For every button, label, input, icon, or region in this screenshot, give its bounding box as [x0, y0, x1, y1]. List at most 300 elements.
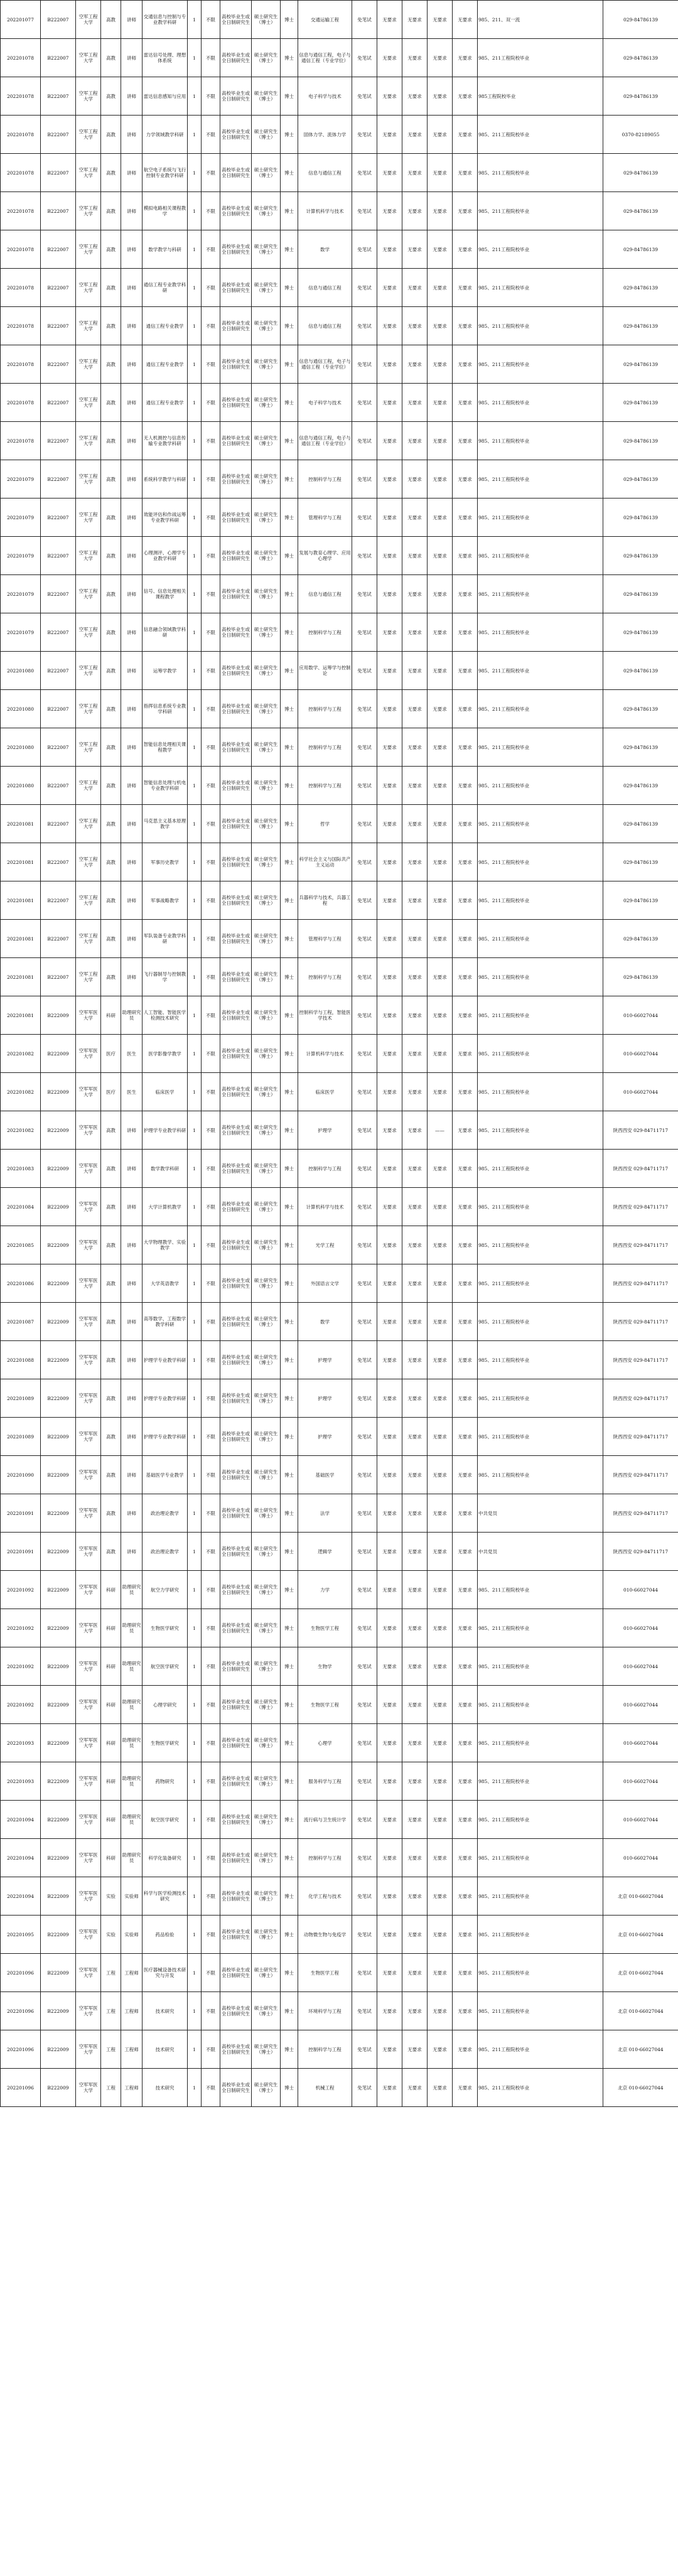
cell-c-cell: 无要求	[428, 1686, 453, 1724]
major-cell: 机械工程	[298, 2069, 352, 2107]
headcount-cell: 1	[188, 498, 202, 537]
cell-c-cell: 无要求	[428, 1724, 453, 1762]
cell-b-cell: 无要求	[402, 1226, 428, 1264]
headcount-cell: 1	[188, 1916, 202, 1954]
cell-c-cell: 无要求	[428, 1379, 453, 1418]
education-cell: 硕士研究生（博士）	[252, 1, 281, 39]
cell-d-cell: 无要求	[453, 230, 478, 269]
table-row	[1, 1073, 678, 1111]
exam-mode-cell: 免笔试	[352, 1494, 377, 1533]
post-category-cell: 高教	[101, 958, 121, 996]
degree-cell: 博士	[281, 384, 298, 422]
exam-mode-cell: 免笔试	[352, 1686, 377, 1724]
post-code-cell: 202201078	[1, 307, 41, 345]
post-code-cell: 202201096	[1, 2030, 41, 2069]
cell-a-cell: 无要求	[377, 1111, 402, 1150]
other-requirements-cell: 985、211工程院校毕业	[478, 805, 603, 843]
unit-code-cell: B222009	[41, 996, 76, 1035]
cell-c-cell: 无要求	[428, 116, 453, 154]
other-requirements-cell: 985、211工程院校毕业	[478, 1379, 603, 1418]
exam-mode-cell: 免笔试	[352, 1533, 377, 1571]
cell-c-cell: 无要求	[428, 1418, 453, 1456]
source-cell: 高校毕业生或全日制研究生	[220, 2030, 252, 2069]
cell-a-cell: 无要求	[377, 1341, 402, 1379]
table-row	[1, 1801, 678, 1839]
cell-c-cell: 无要求	[428, 269, 453, 307]
post-code-cell: 202201078	[1, 39, 41, 77]
degree-cell: 博士	[281, 1456, 298, 1494]
exam-mode-cell: 免笔试	[352, 613, 377, 652]
contact-phone-cell: 029-84786139	[603, 39, 678, 77]
other-requirements-cell: 985、211工程院校毕业	[478, 1992, 603, 2030]
education-cell: 硕士研究生（博士）	[252, 1418, 281, 1456]
cell-a-cell: 无要求	[377, 1533, 402, 1571]
education-cell: 硕士研究生（博士）	[252, 652, 281, 690]
post-description-cell: 军事战略教学	[143, 881, 188, 920]
post-level-cell: 医生	[121, 1035, 143, 1073]
degree-cell: 博士	[281, 116, 298, 154]
exam-mode-cell: 免笔试	[352, 1150, 377, 1188]
cell-c-cell: 无要求	[428, 384, 453, 422]
post-description-cell: 数学教学与科研	[143, 230, 188, 269]
post-category-cell: 高教	[101, 498, 121, 537]
post-level-cell: 讲师	[121, 690, 143, 728]
major-cell: 光学工程	[298, 1226, 352, 1264]
post-category-cell: 高教	[101, 269, 121, 307]
age-limit-cell: 不限	[202, 805, 220, 843]
age-limit-cell: 不限	[202, 384, 220, 422]
exam-mode-cell: 免笔试	[352, 269, 377, 307]
post-level-cell: 助理研究员	[121, 996, 143, 1035]
other-requirements-cell: 985、211工程院校毕业	[478, 1724, 603, 1762]
age-limit-cell: 不限	[202, 1073, 220, 1111]
employer-cell: 空军工程大学	[76, 230, 101, 269]
post-code-cell: 202201081	[1, 805, 41, 843]
table-row	[1, 1609, 678, 1647]
age-limit-cell: 不限	[202, 1494, 220, 1533]
age-limit-cell: 不限	[202, 690, 220, 728]
post-level-cell: 讲师	[121, 1188, 143, 1226]
cell-d-cell: 无要求	[453, 1916, 478, 1954]
unit-code-cell: B222009	[41, 1686, 76, 1724]
exam-mode-cell: 免笔试	[352, 77, 377, 116]
exam-mode-cell: 免笔试	[352, 1839, 377, 1877]
education-cell: 硕士研究生（博士）	[252, 192, 281, 230]
employer-cell: 空军军医大学	[76, 996, 101, 1035]
post-code-cell: 202201078	[1, 345, 41, 384]
cell-b-cell: 无要求	[402, 116, 428, 154]
cell-c-cell: 无要求	[428, 2030, 453, 2069]
degree-cell: 博士	[281, 690, 298, 728]
age-limit-cell: 不限	[202, 920, 220, 958]
post-category-cell: 高教	[101, 575, 121, 613]
other-requirements-cell: 985、211工程院校毕业	[478, 1456, 603, 1494]
other-requirements-cell: 985、211工程院校毕业	[478, 269, 603, 307]
contact-phone-cell: 029-84786139	[603, 920, 678, 958]
contact-phone-cell: 029-84786139	[603, 958, 678, 996]
major-cell: 控制科学与工程	[298, 690, 352, 728]
contact-phone-cell: 010-66027044	[603, 1839, 678, 1877]
major-cell: 信息与通信工程，电子与通信工程（专业学位）	[298, 422, 352, 460]
education-cell: 硕士研究生（博士）	[252, 1839, 281, 1877]
table-row	[1, 1762, 678, 1801]
cell-a-cell: 无要求	[377, 575, 402, 613]
table-row	[1, 767, 678, 805]
education-cell: 硕士研究生（博士）	[252, 460, 281, 498]
post-category-cell: 高教	[101, 1494, 121, 1533]
cell-b-cell: 无要求	[402, 537, 428, 575]
contact-phone-cell: 029-84786139	[603, 881, 678, 920]
exam-mode-cell: 免笔试	[352, 498, 377, 537]
headcount-cell: 1	[188, 1073, 202, 1111]
unit-code-cell: B222009	[41, 1150, 76, 1188]
headcount-cell: 1	[188, 1686, 202, 1724]
post-code-cell: 202201090	[1, 1456, 41, 1494]
headcount-cell: 1	[188, 39, 202, 77]
headcount-cell: 1	[188, 269, 202, 307]
other-requirements-cell: 985、211工程院校毕业	[478, 1686, 603, 1724]
headcount-cell: 1	[188, 1954, 202, 1992]
employer-cell: 空军军医大学	[76, 1035, 101, 1073]
major-cell: 计算机科学与技术	[298, 192, 352, 230]
degree-cell: 博士	[281, 1916, 298, 1954]
contact-phone-cell: 010-66027044	[603, 1035, 678, 1073]
cell-b-cell: 无要求	[402, 1150, 428, 1188]
headcount-cell: 1	[188, 537, 202, 575]
headcount-cell: 1	[188, 843, 202, 881]
age-limit-cell: 不限	[202, 767, 220, 805]
post-level-cell: 讲师	[121, 1533, 143, 1571]
post-category-cell: 高教	[101, 1111, 121, 1150]
cell-b-cell: 无要求	[402, 1916, 428, 1954]
degree-cell: 博士	[281, 1150, 298, 1188]
cell-c-cell: ——	[428, 1111, 453, 1150]
exam-mode-cell: 免笔试	[352, 230, 377, 269]
post-category-cell: 工程	[101, 1992, 121, 2030]
exam-mode-cell: 免笔试	[352, 1571, 377, 1609]
cell-c-cell: 无要求	[428, 920, 453, 958]
employer-cell: 空军工程大学	[76, 728, 101, 767]
other-requirements-cell: 中共党员	[478, 1533, 603, 1571]
table-body	[1, 1, 678, 2107]
post-description-cell: 军队装备专业教学科研	[143, 920, 188, 958]
cell-d-cell: 无要求	[453, 384, 478, 422]
post-level-cell: 讲师	[121, 575, 143, 613]
age-limit-cell: 不限	[202, 613, 220, 652]
other-requirements-cell: 985、211工程院校毕业	[478, 1571, 603, 1609]
unit-code-cell: B222009	[41, 1724, 76, 1762]
post-code-cell: 202201078	[1, 422, 41, 460]
table-row	[1, 1877, 678, 1916]
cell-c-cell: 无要求	[428, 1073, 453, 1111]
cell-a-cell: 无要求	[377, 307, 402, 345]
post-description-cell: 医学影像学教学	[143, 1035, 188, 1073]
cell-a-cell: 无要求	[377, 2030, 402, 2069]
cell-b-cell: 无要求	[402, 384, 428, 422]
post-code-cell: 202201079	[1, 575, 41, 613]
degree-cell: 博士	[281, 996, 298, 1035]
major-cell: 发展与教育心理学、应用心理学	[298, 537, 352, 575]
post-level-cell: 助理研究员	[121, 1647, 143, 1686]
contact-phone-cell: 陕西西安 029-84711717	[603, 1341, 678, 1379]
education-cell: 硕士研究生（博士）	[252, 1992, 281, 2030]
age-limit-cell: 不限	[202, 422, 220, 460]
contact-phone-cell: 010-66027044	[603, 1609, 678, 1647]
unit-code-cell: B222009	[41, 1264, 76, 1303]
cell-b-cell: 无要求	[402, 920, 428, 958]
post-code-cell: 202201096	[1, 1992, 41, 2030]
unit-code-cell: B222009	[41, 1877, 76, 1916]
post-code-cell: 202201078	[1, 116, 41, 154]
education-cell: 硕士研究生（博士）	[252, 1073, 281, 1111]
education-cell: 硕士研究生（博士）	[252, 805, 281, 843]
major-cell: 控制科学与工程	[298, 958, 352, 996]
headcount-cell: 1	[188, 1609, 202, 1647]
other-requirements-cell: 985、211工程院校毕业	[478, 1303, 603, 1341]
cell-d-cell: 无要求	[453, 1073, 478, 1111]
cell-d-cell: 无要求	[453, 1801, 478, 1839]
degree-cell: 博士	[281, 269, 298, 307]
education-cell: 硕士研究生（博士）	[252, 1264, 281, 1303]
cell-c-cell: 无要求	[428, 1341, 453, 1379]
table-row	[1, 575, 678, 613]
age-limit-cell: 不限	[202, 1035, 220, 1073]
post-level-cell: 讲师	[121, 116, 143, 154]
table-row	[1, 230, 678, 269]
age-limit-cell: 不限	[202, 345, 220, 384]
post-code-cell: 202201079	[1, 460, 41, 498]
age-limit-cell: 不限	[202, 460, 220, 498]
cell-c-cell: 无要求	[428, 1916, 453, 1954]
education-cell: 硕士研究生（博士）	[252, 1571, 281, 1609]
other-requirements-cell: 985、211工程院校毕业	[478, 154, 603, 192]
post-category-cell: 科研	[101, 1686, 121, 1724]
degree-cell: 博士	[281, 1877, 298, 1916]
other-requirements-cell: 985、211工程院校毕业	[478, 498, 603, 537]
cell-c-cell: 无要求	[428, 575, 453, 613]
post-code-cell: 202201078	[1, 154, 41, 192]
source-cell: 高校毕业生或全日制研究生	[220, 384, 252, 422]
other-requirements-cell: 985、211工程院校毕业	[478, 1916, 603, 1954]
education-cell: 硕士研究生（博士）	[252, 230, 281, 269]
other-requirements-cell: 985、211工程院校毕业	[478, 1150, 603, 1188]
cell-d-cell: 无要求	[453, 728, 478, 767]
exam-mode-cell: 免笔试	[352, 1379, 377, 1418]
employer-cell: 空军工程大学	[76, 1, 101, 39]
table-row	[1, 1150, 678, 1188]
cell-a-cell: 无要求	[377, 1150, 402, 1188]
exam-mode-cell: 免笔试	[352, 843, 377, 881]
age-limit-cell: 不限	[202, 881, 220, 920]
post-description-cell: 航空医学研究	[143, 1647, 188, 1686]
age-limit-cell: 不限	[202, 77, 220, 116]
post-code-cell: 202201092	[1, 1609, 41, 1647]
post-description-cell: 大学物理教学、实验教学	[143, 1226, 188, 1264]
degree-cell: 博士	[281, 498, 298, 537]
post-description-cell: 生物医学研究	[143, 1609, 188, 1647]
major-cell: 电子科学与技术	[298, 77, 352, 116]
degree-cell: 博士	[281, 1533, 298, 1571]
age-limit-cell: 不限	[202, 154, 220, 192]
cell-b-cell: 无要求	[402, 1877, 428, 1916]
contact-phone-cell: 029-84786139	[603, 422, 678, 460]
other-requirements-cell: 985、211工程院校毕业	[478, 230, 603, 269]
cell-d-cell: 无要求	[453, 1264, 478, 1303]
unit-code-cell: B222009	[41, 1762, 76, 1801]
table-row	[1, 1571, 678, 1609]
age-limit-cell: 不限	[202, 1916, 220, 1954]
degree-cell: 博士	[281, 728, 298, 767]
post-category-cell: 高教	[101, 345, 121, 384]
cell-b-cell: 无要求	[402, 690, 428, 728]
cell-c-cell: 无要求	[428, 498, 453, 537]
major-cell: 兵器科学与技术，兵器工程	[298, 881, 352, 920]
degree-cell: 博士	[281, 154, 298, 192]
major-cell: 电子科学与技术	[298, 384, 352, 422]
cell-d-cell: 无要求	[453, 1418, 478, 1456]
cell-d-cell: 无要求	[453, 1762, 478, 1801]
post-description-cell: 无人机测控与信息传输专业教学科研	[143, 422, 188, 460]
post-level-cell: 讲师	[121, 1111, 143, 1150]
other-requirements-cell: 985、211工程院校毕业	[478, 1647, 603, 1686]
post-level-cell: 讲师	[121, 1303, 143, 1341]
cell-a-cell: 无要求	[377, 958, 402, 996]
post-level-cell: 实验师	[121, 1916, 143, 1954]
age-limit-cell: 不限	[202, 1571, 220, 1609]
post-category-cell: 高教	[101, 728, 121, 767]
table-row	[1, 1494, 678, 1533]
headcount-cell: 1	[188, 2030, 202, 2069]
education-cell: 硕士研究生（博士）	[252, 537, 281, 575]
post-category-cell: 工程	[101, 1954, 121, 1992]
major-cell: 控制科学与工程	[298, 1150, 352, 1188]
post-description-cell: 指挥信息系统专业教学科研	[143, 690, 188, 728]
post-description-cell: 通信工程专业教学	[143, 345, 188, 384]
age-limit-cell: 不限	[202, 1839, 220, 1877]
exam-mode-cell: 免笔试	[352, 345, 377, 384]
post-category-cell: 高教	[101, 767, 121, 805]
education-cell: 硕士研究生（博士）	[252, 920, 281, 958]
post-level-cell: 讲师	[121, 920, 143, 958]
post-level-cell: 讲师	[121, 230, 143, 269]
cell-c-cell: 无要求	[428, 230, 453, 269]
cell-b-cell: 无要求	[402, 39, 428, 77]
table-row	[1, 498, 678, 537]
source-cell: 高校毕业生或全日制研究生	[220, 1801, 252, 1839]
headcount-cell: 1	[188, 728, 202, 767]
age-limit-cell: 不限	[202, 1341, 220, 1379]
cell-a-cell: 无要求	[377, 805, 402, 843]
cell-a-cell: 无要求	[377, 422, 402, 460]
unit-code-cell: B222007	[41, 958, 76, 996]
exam-mode-cell: 免笔试	[352, 154, 377, 192]
contact-phone-cell: 029-84786139	[603, 843, 678, 881]
age-limit-cell: 不限	[202, 192, 220, 230]
cell-b-cell: 无要求	[402, 1418, 428, 1456]
employer-cell: 空军工程大学	[76, 805, 101, 843]
cell-c-cell: 无要求	[428, 728, 453, 767]
other-requirements-cell: 985、211工程院校毕业	[478, 1762, 603, 1801]
post-description-cell: 大学英语教学	[143, 1264, 188, 1303]
major-cell: 信息与通信工程	[298, 269, 352, 307]
contact-phone-cell: 029-84786139	[603, 307, 678, 345]
unit-code-cell: B222009	[41, 1954, 76, 1992]
post-code-cell: 202201092	[1, 1571, 41, 1609]
major-cell: 化学工程与技术	[298, 1877, 352, 1916]
post-category-cell: 高教	[101, 1303, 121, 1341]
post-code-cell: 202201085	[1, 1226, 41, 1264]
education-cell: 硕士研究生（博士）	[252, 613, 281, 652]
exam-mode-cell: 免笔试	[352, 1609, 377, 1647]
unit-code-cell: B222007	[41, 690, 76, 728]
degree-cell: 博士	[281, 1609, 298, 1647]
other-requirements-cell: 985、211工程院校毕业	[478, 1226, 603, 1264]
contact-phone-cell: 029-84786139	[603, 269, 678, 307]
education-cell: 硕士研究生（博士）	[252, 422, 281, 460]
post-level-cell: 讲师	[121, 1418, 143, 1456]
cell-c-cell: 无要求	[428, 1571, 453, 1609]
education-cell: 硕士研究生（博士）	[252, 996, 281, 1035]
major-cell: 计算机科学与技术	[298, 1035, 352, 1073]
age-limit-cell: 不限	[202, 652, 220, 690]
post-description-cell: 护理学专业教学科研	[143, 1341, 188, 1379]
employer-cell: 空军工程大学	[76, 498, 101, 537]
unit-code-cell: B222009	[41, 1303, 76, 1341]
post-code-cell: 202201092	[1, 1647, 41, 1686]
contact-phone-cell: 陕西西安 029-84711717	[603, 1264, 678, 1303]
employer-cell: 空军工程大学	[76, 269, 101, 307]
contact-phone-cell: 010-66027044	[603, 1073, 678, 1111]
cell-b-cell: 无要求	[402, 77, 428, 116]
degree-cell: 博士	[281, 958, 298, 996]
contact-phone-cell: 029-84786139	[603, 230, 678, 269]
degree-cell: 博士	[281, 192, 298, 230]
education-cell: 硕士研究生（博士）	[252, 728, 281, 767]
headcount-cell: 1	[188, 230, 202, 269]
degree-cell: 博士	[281, 1992, 298, 2030]
major-cell: 流行病与卫生统计学	[298, 1801, 352, 1839]
employer-cell: 空军工程大学	[76, 920, 101, 958]
post-description-cell: 交通信息与控制与专业教学科研	[143, 1, 188, 39]
contact-phone-cell: 010-66027044	[603, 1571, 678, 1609]
major-cell: 控制科学与工程	[298, 767, 352, 805]
post-code-cell: 202201094	[1, 1801, 41, 1839]
post-description-cell: 科学与医学检测技术研究	[143, 1877, 188, 1916]
cell-b-cell: 无要求	[402, 498, 428, 537]
headcount-cell: 1	[188, 881, 202, 920]
post-code-cell: 202201091	[1, 1494, 41, 1533]
age-limit-cell: 不限	[202, 307, 220, 345]
unit-code-cell: B222009	[41, 1992, 76, 2030]
employer-cell: 空军军医大学	[76, 2030, 101, 2069]
exam-mode-cell: 免笔试	[352, 652, 377, 690]
age-limit-cell: 不限	[202, 1303, 220, 1341]
post-category-cell: 高教	[101, 230, 121, 269]
unit-code-cell: B222007	[41, 728, 76, 767]
degree-cell: 博士	[281, 1647, 298, 1686]
post-category-cell: 实验	[101, 1916, 121, 1954]
exam-mode-cell: 免笔试	[352, 2069, 377, 2107]
other-requirements-cell: 985、211工程院校毕业	[478, 767, 603, 805]
cell-d-cell: 无要求	[453, 1686, 478, 1724]
exam-mode-cell: 免笔试	[352, 460, 377, 498]
post-code-cell: 202201079	[1, 498, 41, 537]
unit-code-cell: B222007	[41, 77, 76, 116]
cell-d-cell: 无要求	[453, 843, 478, 881]
post-description-cell: 护理学专业教学科研	[143, 1418, 188, 1456]
degree-cell: 博士	[281, 422, 298, 460]
table-row	[1, 996, 678, 1035]
